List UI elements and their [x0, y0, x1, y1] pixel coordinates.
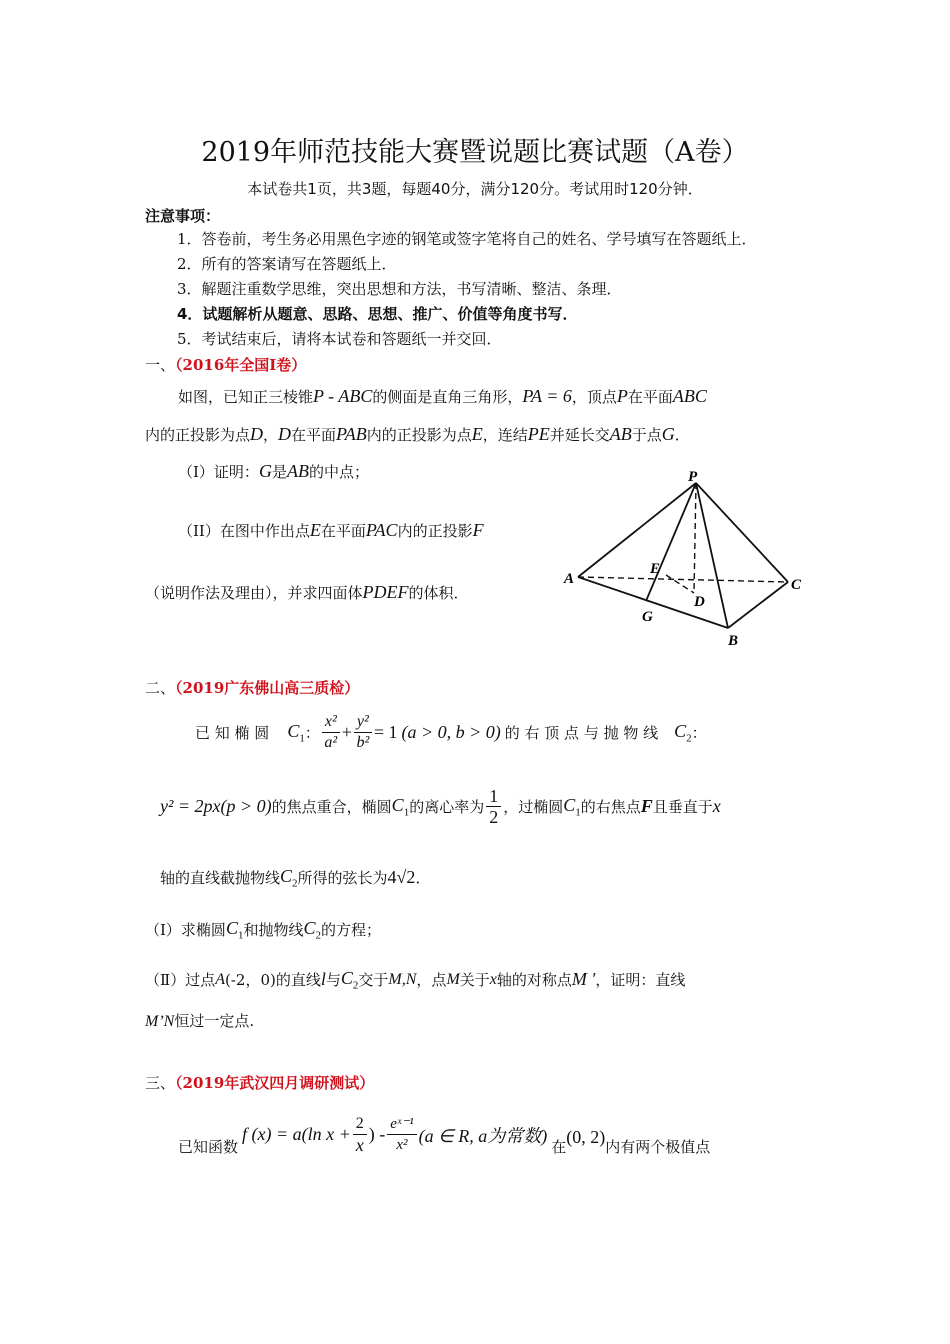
- fraction-y2-b2: $\frac{\text{y²}}{\text{b²}}$: [354, 712, 372, 753]
- text: 已 知 椭 圆: [195, 724, 270, 742]
- q1-part-1: [178, 461, 369, 482]
- text: ，: [263, 426, 279, 444]
- math: AB: [286, 461, 309, 481]
- exam-subtitle: 本试卷共1页，共3题，每题40分，满分120分。考试用时120分钟．: [247, 180, 703, 198]
- fraction-2-x: $\frac{2}{x}$: [353, 1114, 367, 1155]
- question-2-header: [145, 677, 359, 698]
- text: （I）证明：: [178, 463, 259, 481]
- math: (0, 2): [566, 1127, 606, 1147]
- text: 的 右 顶 点 与 抛 物 线: [504, 724, 659, 742]
- text: ．: [674, 426, 690, 444]
- text: （II）在图中作出点: [178, 522, 310, 540]
- math: M: [446, 970, 460, 988]
- math: F: [640, 796, 653, 816]
- text: 的离心率为: [409, 798, 485, 816]
- question-3-header: [145, 1072, 374, 1093]
- question-source: （2019年武汉四月调研测试）: [175, 1074, 375, 1092]
- math: x: [712, 796, 721, 816]
- math: D: [250, 424, 264, 444]
- math: P: [616, 386, 628, 406]
- text: 在平面: [291, 426, 337, 444]
- math: y² = 2px(p > 0): [160, 796, 272, 816]
- math: $C_1$: [391, 794, 410, 819]
- text: 的体积．: [408, 584, 469, 602]
- math: 4√2: [387, 867, 416, 888]
- notice-item: 4．试题解析从题意、思路、思想、推广、价值等角度书写．: [177, 305, 578, 323]
- text: 且垂直于: [652, 798, 713, 816]
- notice-item: 1．答卷前，考生务必用黑色字迹的钢笔或签字笔将自己的姓名、学号填写在答题纸上．: [177, 230, 757, 248]
- question-number: 三、: [145, 1074, 176, 1092]
- text: ，证明：直线: [595, 971, 686, 990]
- q3-line-1: [178, 1112, 710, 1157]
- text: ，顶点: [571, 388, 617, 406]
- text: 在平面: [627, 388, 673, 406]
- math: x: [489, 970, 497, 988]
- math: P - ABC: [313, 386, 373, 406]
- math: G: [258, 461, 272, 481]
- notice-item: 2．所有的答案请写在答题纸上．: [177, 255, 397, 273]
- text: （Ⅰ）求椭圆: [145, 921, 226, 940]
- q1-line-1: [178, 386, 707, 407]
- question-number: 二、: [145, 679, 176, 697]
- label-A: A: [564, 571, 575, 587]
- math: F: [472, 520, 484, 540]
- page-title: 2019年师范技能大赛暨说题比赛试题（A卷）: [201, 137, 749, 168]
- q1-part-2: [178, 520, 484, 541]
- math: $C_1$: [563, 794, 581, 819]
- text: 的中点；: [308, 463, 369, 481]
- q2-part-1: [145, 918, 381, 942]
- math: E: [471, 424, 483, 444]
- pyramid-figure: [560, 465, 820, 655]
- q2-line-3: [160, 866, 430, 890]
- math: E: [309, 520, 321, 540]
- math: $C_1$: [225, 918, 244, 942]
- text: 和抛物线: [243, 921, 304, 940]
- line-ED-hidden: [666, 575, 694, 593]
- fraction-x2-a2: $\frac{\text{x²}}{\text{a²}}$: [322, 712, 340, 753]
- text: （Ⅱ）过点: [145, 971, 216, 990]
- text: ：: [691, 724, 707, 742]
- math: D: [278, 424, 292, 444]
- text: （说明作法及理由），并求四面体: [145, 584, 363, 602]
- text: 轴的直线截抛物线: [160, 869, 281, 888]
- math: = 1: [373, 722, 398, 742]
- text: (-2，0)的直线: [224, 971, 321, 990]
- math: PAC: [365, 520, 398, 540]
- math: $C_1$: [287, 720, 305, 745]
- question-source: （2019广东佛山高三质检）: [175, 679, 360, 697]
- text: ，点: [416, 971, 447, 990]
- math: PA = 6: [522, 386, 572, 406]
- edge-PC: [696, 483, 788, 582]
- question-number: 一、: [145, 356, 176, 374]
- fraction-exp-x2: $\frac{\text{eˣ⁻¹}}{\text{x²}}$: [387, 1114, 416, 1155]
- text: 如图，已知正三棱锥: [178, 388, 314, 406]
- q1-line-2: [145, 424, 690, 445]
- label-P: P: [688, 469, 698, 485]
- text: 的方程；: [320, 921, 381, 940]
- math: PAB: [336, 424, 367, 444]
- label-G: G: [642, 609, 653, 625]
- q2-part-2-cont: [145, 1010, 254, 1031]
- math: PDEF: [362, 582, 409, 602]
- label-C: C: [791, 577, 802, 593]
- notice-heading: 注意事项：: [145, 207, 221, 225]
- q2-line-1: [195, 712, 805, 753]
- text: 于点: [631, 426, 662, 444]
- edge-BC: [728, 582, 788, 628]
- notice-item: 5．考试结束后，请将本试卷和答题纸一并交回．: [177, 330, 502, 348]
- text: ，过椭圆: [503, 798, 564, 816]
- text: 轴的对称点: [496, 971, 572, 990]
- line-PD-hidden: [694, 483, 696, 593]
- question-1-header: [145, 354, 306, 375]
- math: l: [320, 969, 326, 990]
- text: 并延长交: [549, 426, 610, 444]
- text: 内的正投影: [397, 522, 473, 540]
- math: $C_2$: [280, 866, 298, 890]
- text: ．: [415, 869, 431, 888]
- math: PE: [527, 424, 550, 444]
- edge-AC-hidden: [578, 577, 788, 582]
- label-B: B: [728, 633, 739, 649]
- text: 恒过一定点.: [174, 1012, 255, 1030]
- math: ABC: [672, 386, 707, 406]
- math: ) -: [368, 1124, 386, 1144]
- fraction-one-half: $\frac{1}{2}$: [486, 786, 501, 827]
- math: (a ∈ R, a为常数): [418, 1125, 548, 1146]
- text: ：: [304, 724, 320, 742]
- text: 的焦点重合，椭圆: [271, 798, 392, 816]
- text: 内的正投影为点: [145, 426, 251, 444]
- text: 内的正投影为点: [366, 426, 472, 444]
- math: G: [661, 424, 675, 444]
- math: AB: [609, 424, 632, 444]
- line-PG: [646, 483, 696, 601]
- math: M,N: [388, 970, 417, 988]
- text: 已知函数: [178, 1138, 239, 1156]
- math: A: [215, 970, 225, 988]
- text: 内有两个极值点: [605, 1138, 711, 1156]
- text: 的右焦点: [580, 798, 641, 816]
- text: 的侧面是直角三角形，: [372, 388, 523, 406]
- edge-PA: [578, 483, 696, 577]
- label-E: E: [650, 561, 661, 577]
- math: +: [341, 722, 352, 742]
- math: $C_2$: [674, 720, 692, 745]
- text: 与: [325, 971, 341, 990]
- math: M ′: [571, 969, 596, 990]
- text: 在: [551, 1138, 567, 1156]
- text: 在平面: [320, 522, 366, 540]
- math: f (x) = a(ln x +: [242, 1124, 351, 1144]
- text: ，连结: [482, 426, 528, 444]
- notice-item: 3．解题注重数学思维，突出思想和方法，书写清晰、整洁、条理．: [177, 280, 622, 298]
- label-D: D: [694, 594, 705, 610]
- math: $C_2$: [303, 918, 321, 942]
- q2-line-2: [160, 786, 721, 827]
- question-source: （2016年全国I卷）: [175, 356, 307, 374]
- math: M’N: [145, 1013, 175, 1030]
- q2-part-2: [145, 968, 685, 992]
- text: 关于: [459, 971, 490, 990]
- text: 所得的弦长为: [297, 869, 388, 888]
- math: (a > 0, b > 0): [401, 722, 501, 742]
- q1-part-2-cont: [145, 582, 469, 603]
- math: $C_2$: [340, 968, 359, 992]
- text: 是: [271, 463, 287, 481]
- text: 交于: [358, 971, 389, 990]
